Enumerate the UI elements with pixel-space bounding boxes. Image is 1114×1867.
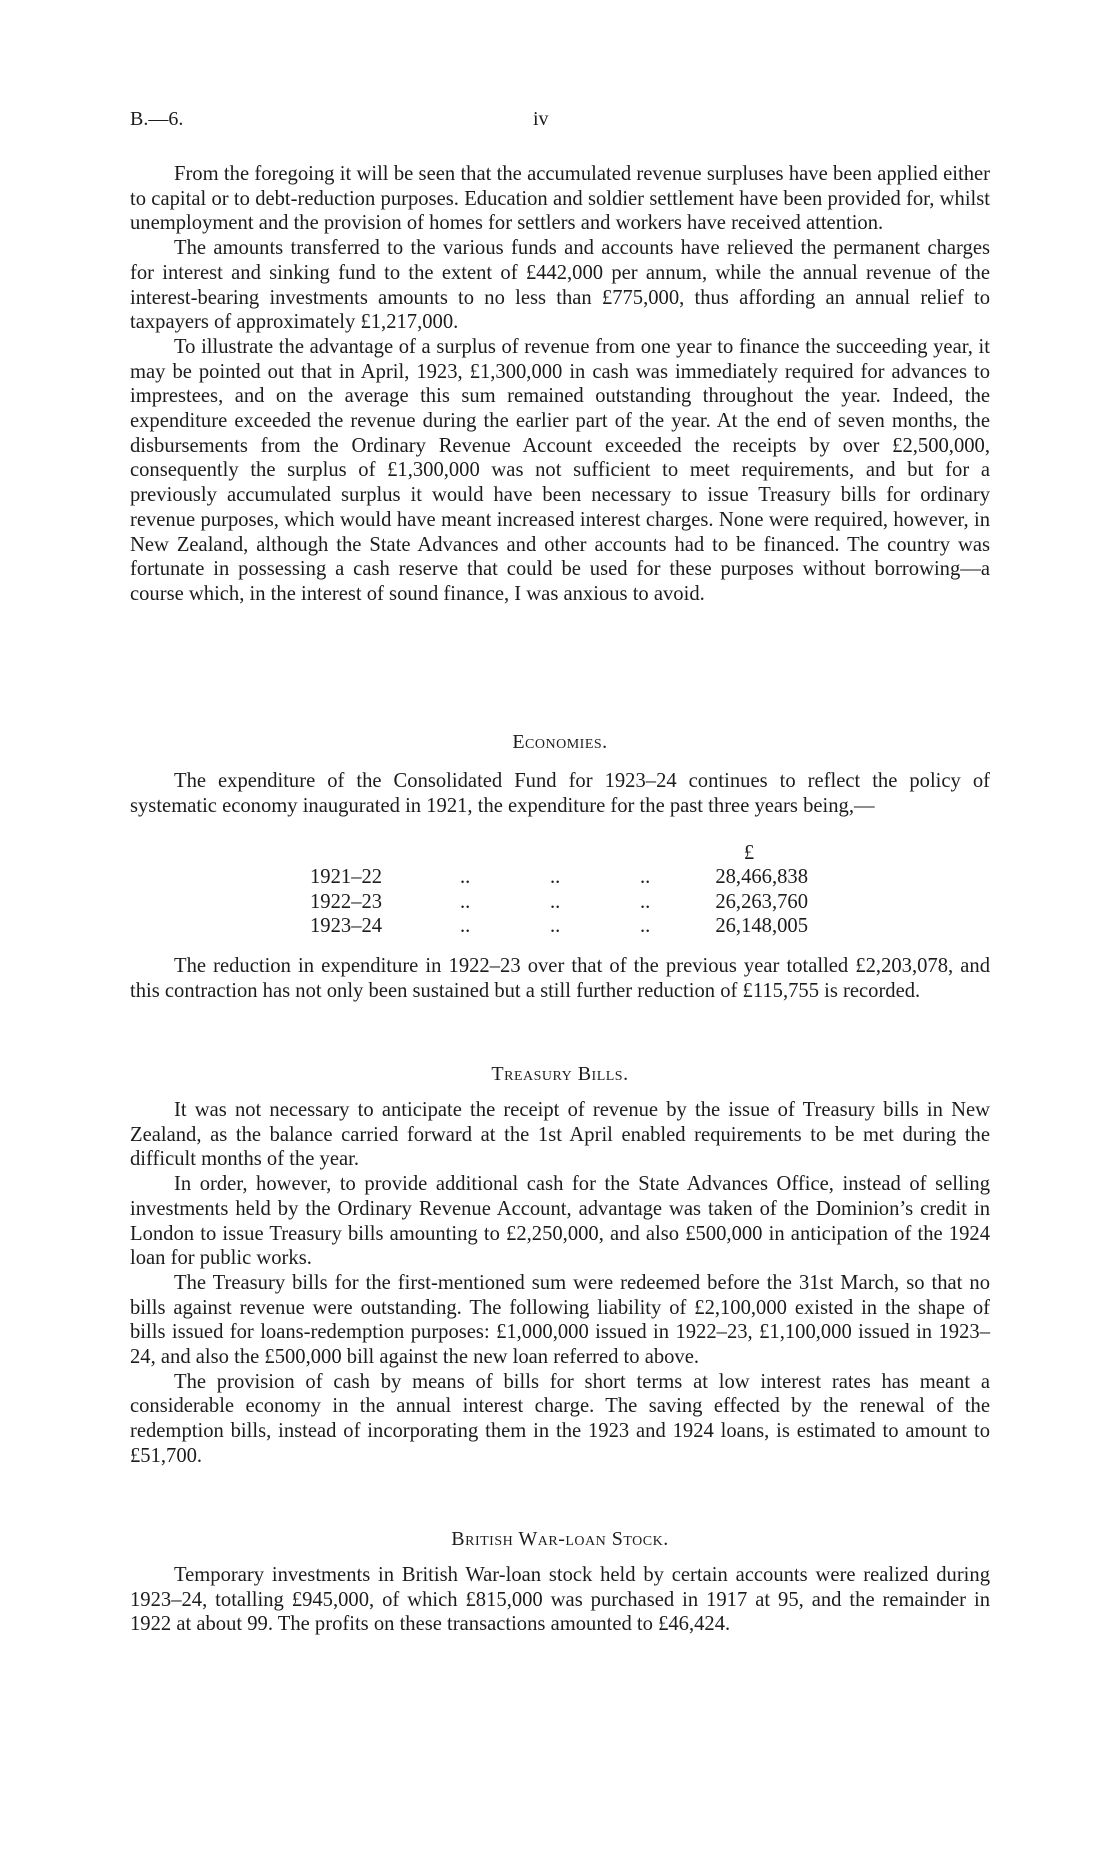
page-number: iv xyxy=(533,108,549,130)
amount-cell: 26,263,760 xyxy=(715,890,808,913)
table-header xyxy=(310,842,810,866)
dot-leader: .. xyxy=(460,915,471,937)
paragraph: The expenditure of the Consolidated Fund for 1923–24 continues to reflect the policy of systematic economy inaugurated in 1921, the expenditure for the past three years being,— xyxy=(130,770,990,817)
intro-section xyxy=(130,162,990,607)
paragraph: From the foregoing it will be seen that the accumulated revenue surpluses have been applied either to capital or to debt-reduction purposes. Education and soldier settlement have been provided for, whilst unemployment and the provision of homes for settlers and workers have received attention. xyxy=(130,163,990,235)
dot-leader: .. xyxy=(640,890,651,913)
table-row xyxy=(310,891,810,916)
dot-leader: .. xyxy=(640,866,651,888)
amount-cell: 26,148,005 xyxy=(715,915,808,937)
treasury-bills-section xyxy=(130,1098,990,1469)
year-cell: 1922–23 xyxy=(310,890,383,913)
economies-closing xyxy=(130,954,990,1003)
year-cell: 1923–24 xyxy=(310,915,383,937)
dot-leader: .. xyxy=(460,890,471,913)
dot-leader: .. xyxy=(550,890,561,913)
table-row xyxy=(310,866,810,891)
section-heading-british-war-loan: British War-loan Stock. xyxy=(451,1528,669,1550)
dot-leader: .. xyxy=(550,866,561,888)
dot-leader: .. xyxy=(640,915,651,937)
table-row xyxy=(310,915,810,940)
paragraph: The amounts transferred to the various funds and accounts have relieved the permanent charges for interest and sinking fund to the extent of £442,000 per annum, while the annual revenue of the interest-bearing investments amounts to no less than £775,000, thus affording an annual relief to taxpayers of approximately £1,217,000. xyxy=(130,237,990,334)
dot-leader: .. xyxy=(550,915,561,937)
section-heading-treasury-bills: Treasury Bills. xyxy=(491,1063,629,1085)
paragraph: In order, however, to provide additional cash for the State Advances Office, instead of selling investments held by the Ordinary Revenue Account, advantage was taken of the Dominion’s credit in London to issue Treasury bills amounting to £2,250,000, and also £500,000 in anticipation of the 1924 loan for public works. xyxy=(130,1173,990,1270)
paragraph: The provision of cash by means of bills for short terms at low interest rates has meant a considerable economy in the annual interest charge. The saving effected by the renewal of the redemption bills, instead of incorporating them in the 1923 and 1924 loans, is estimated to amount to £51,700. xyxy=(130,1370,990,1467)
paragraph: The reduction in expenditure in 1922–23 over that of the previous year totalled £2,203,078, and this contraction has not only been sustained but a still further reduction of £115,755 is recorded. xyxy=(130,955,990,1002)
section-heading-economies: Economies. xyxy=(512,731,608,753)
year-cell: 1921–22 xyxy=(310,866,383,888)
amount-cell: 28,466,838 xyxy=(715,866,808,888)
document-reference: B.—6. xyxy=(130,108,184,130)
currency-label: £ xyxy=(743,842,755,864)
paragraph: Temporary investments in British War-loan stock held by certain accounts were realized during 1923–24, totalling £945,000, of which £815,000 was purchased in 1917 at 95, and the remainder in 1922 at about 99. The profits on these transactions amounted to £46,424. xyxy=(130,1564,990,1636)
paragraph: The Treasury bills for the first-mentioned sum were redeemed before the 31st March, so that no bills against revenue were outstanding. The following liability of £2,100,000 existed in the shape of bills issued for loans-redemption purposes: £1,000,000 issued in 1922–23, £1,100,000 issued in 1923–24, and also the £500,000 bill against the new loan referred to above. xyxy=(130,1271,990,1369)
paragraph: To illustrate the advantage of a surplus of revenue from one year to finance the succeeding year, it may be pointed out that in April, 1923, £1,300,000 in cash was immediately required for advances to imprestees, and on the average this sum remained outstanding throughout the year. Indeed, the expenditure exceeded the revenue during the earlier part of the year. At the end of seven months, the disbursements from the Ordinary Revenue Account exceeded the receipts by over £2,500,000, consequently the surplus of £1,300,000 was not sufficient to meet requirements, and but for a previously accumulated surplus it would have been necessary to issue Treasury bills for ordinary revenue purposes, which would have meant increased interest charges. None were required, however, in New Zealand, although the State Advances and other accounts had to be financed. The country was fortunate in possessing a cash reserve that could be used for these purposes without borrowing—a course which, in the interest of sound finance, I was anxious to avoid. xyxy=(130,335,990,605)
paragraph: It was not necessary to anticipate the receipt of revenue by the issue of Treasury bills in New Zealand, as the balance carried forward at the 1st April enabled requirements to be met during the difficult months of the year. xyxy=(130,1099,990,1171)
economies-intro xyxy=(130,769,990,818)
expenditure-table xyxy=(310,842,810,940)
dot-leader: .. xyxy=(460,866,471,888)
running-header xyxy=(130,108,990,138)
british-war-loan-section xyxy=(130,1563,990,1637)
